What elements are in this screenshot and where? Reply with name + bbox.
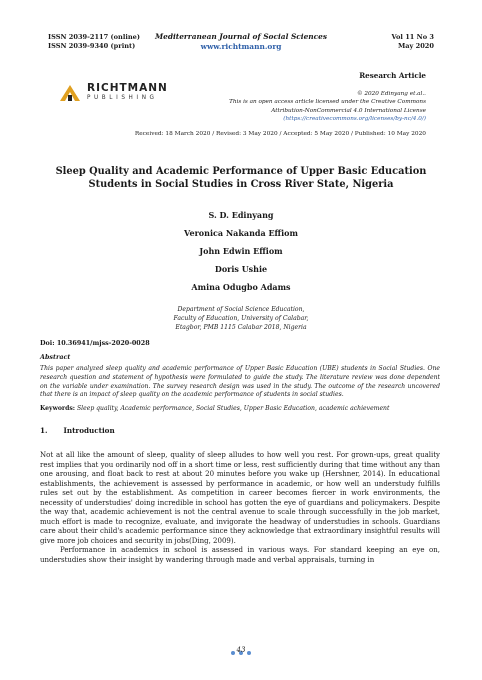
keywords-list: Sleep quality, Academic performance, Social Studies, Upper Basic Education, academic achievement <box>76 405 390 412</box>
doi[interactable]: Doi: 10.36941/mjss-2020-0028 <box>40 339 150 347</box>
article-type: Research Article <box>359 71 426 80</box>
section-heading <box>40 426 115 435</box>
volume-block <box>392 33 435 51</box>
paragraph: Not at all like the amount of sleep, quality of sleep alludes to how well you rest. For grown-ups, great quality rest implies that you ordinarily nod off in a short time or less, rest sufficiently during that time without any than one arousing, and float back to rest at about 20 minutes before you wake up (Hershner, 2014). In educational establishments, the achievement is assessed by performance in academic, or how well an understudy fulfills rules set out by the establishment. As competition in career becomes fiercer in work environments, the necessity of understudies' doing incredible in school has gotten the eye of guardians and policymakers. Despite the way that, academic achievement is not the central avenue to scale through successfully in the job market, much effort is made to recognize, evaluate, and invigorate the headway of understudies in schools. Guardians care about their child's academic performance since they acknowledge that extraordinary insightful results will give more job choices and security in jobs(Ding, 2009). <box>40 451 440 545</box>
license-link[interactable]: (https://creativecommons.org/licenses/by-nc/4.0/) <box>283 115 426 122</box>
author-name: Amina Odugbo Adams <box>191 282 291 292</box>
author-name: John Edwin Effiom <box>199 246 283 256</box>
section-number: 1. <box>40 426 48 435</box>
paper-title: Sleep Quality and Academic Performance of Upper Basic Education Students in Social Studies in Cross River State, Nigeria <box>55 166 427 190</box>
license-line: This is an open access article licensed under the Creative Commons <box>229 99 426 106</box>
paragraph: Performance in academics in school is assessed in various ways. For standard keeping an eye on, understudies show their insight by wandering through made and verbal appraisals, turning in <box>40 546 440 564</box>
page-number: 43 <box>236 646 246 654</box>
body-text <box>40 451 440 565</box>
richtmann-logo-icon <box>58 81 82 105</box>
volume: Vol 11 No 3 <box>391 33 434 41</box>
publisher-logo <box>58 80 168 106</box>
affiliation-faculty: Faculty of Education, University of Calabar, <box>173 314 309 322</box>
license-name: Attribution-NonCommercial 4.0 International License <box>271 107 426 114</box>
logo-name: RICHTMANN <box>87 82 168 94</box>
section-title: Introduction <box>63 426 115 435</box>
author-name: Doris Ushie <box>214 264 268 274</box>
issn-online: ISSN 2039-2117 (online) <box>48 33 140 41</box>
issn-print: ISSN 2039-9340 (print) <box>48 42 136 50</box>
copyright-line: © 2020 Edinyang et.al.. <box>356 91 426 97</box>
issue-date: May 2020 <box>397 42 434 50</box>
abstract-text: This paper analyzed sleep quality and academic performance of Upper Basic Education (UBE) students in Social Studies. One research question and statement of hypothesis were formulated to guide the study. The literature review was done dependent on the variable under examination. The survey research design was used in the study. The outcome of the research uncovered that there is an impact of sleep quality on the academic performance of students in social studies. <box>40 365 440 399</box>
author-name: Veronica Nakanda Effiom <box>184 228 298 238</box>
journal-name: Mediterranean Journal of Social Sciences <box>154 32 328 41</box>
publication-dates: Received: 18 March 2020 / Revised: 3 May 2020 / Accepted: 5 May 2020 / Published: 10 May 2020 <box>134 131 426 137</box>
abstract-heading: Abstract <box>40 353 71 361</box>
author-name: S. D. Edinyang <box>208 210 274 220</box>
affiliation-address: Etagbor, PMB 1115 Calabar 2018, Nigeria <box>175 323 307 331</box>
keywords <box>40 405 440 412</box>
license-block <box>229 90 426 123</box>
journal-website-link[interactable]: www.richtmann.org <box>200 42 282 51</box>
affiliation-dept: Department of Social Science Education, <box>177 306 305 313</box>
keywords-label: Keywords: <box>40 405 76 412</box>
affiliation <box>0 306 482 332</box>
logo-subtitle: PUBLISHING <box>87 95 158 101</box>
